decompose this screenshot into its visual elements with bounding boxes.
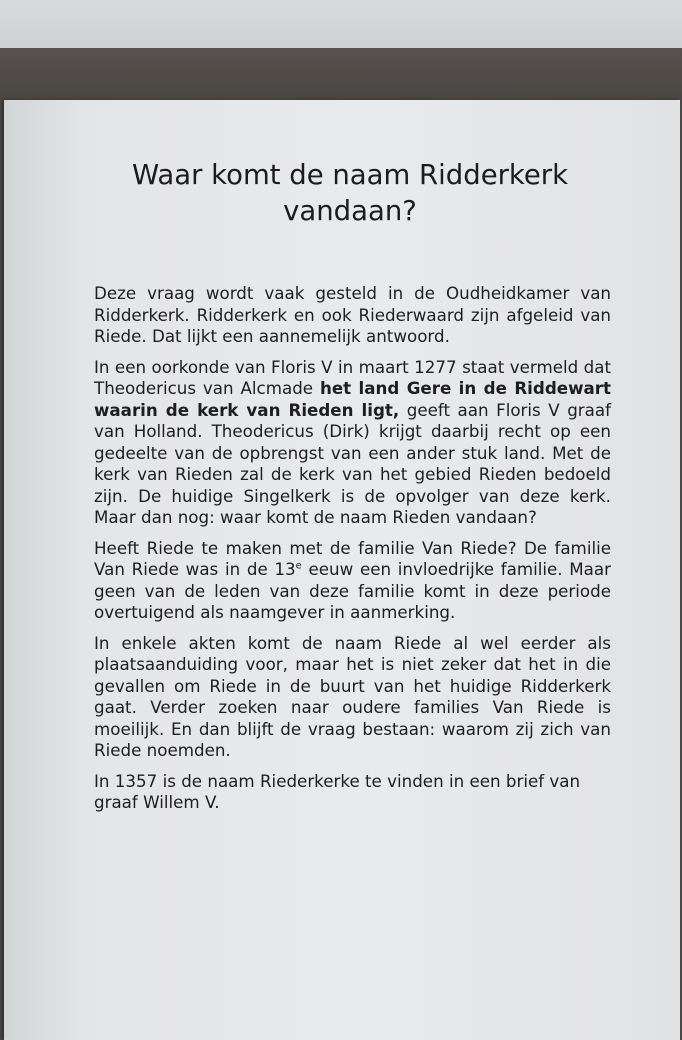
paragraph-oorkonde-start: In een oorkonde van Floris V in maart 1277 staat vermeld dat Theodericus van Alcmade	[94, 356, 611, 398]
wall-background	[0, 48, 682, 100]
sign-body	[94, 283, 611, 814]
paragraph-familie-end: eeuw een invloedrijke familie. Maar geen van de leden van deze familie komt in deze periode overtuigend als naamgever in aanmerking.	[94, 559, 611, 622]
paragraph-familie-start: Heeft Riede te maken met de familie Van Riede? De familie Van Riede was in de 13	[94, 537, 611, 579]
upper-sign-board	[0, 0, 682, 48]
sign-title	[70, 157, 630, 229]
paragraph-oorkonde-end: geeft aan Floris V graaf van Holland. Theodericus (Dirk) krijgt daarbij recht op een gedeelte van de opbrengst van een ander stuk land. Met de kerk van Rieden zal de kerk van het gebied Rieden bedoeld zijn. De huidige Singelkerk is de opvolger van deze kerk. Maar dan nog: waar komt de naam Rieden vandaan?	[94, 399, 611, 527]
paragraph-1357	[94, 771, 611, 814]
superscript-e: e	[295, 560, 302, 572]
title-line-2: vandaan?	[283, 195, 417, 227]
paragraph-familie	[94, 538, 611, 624]
paragraph-akten: In enkele akten komt de naam Riede al wel eerder als plaatsaanduiding voor, maar het is niet zeker dat het in die gevallen om Riede in de buurt van het huidige Ridderkerk gaat. Verder zoeken naar oudere families Van Riede is moeilijk. En dan blijft de vraag bestaan: waarom zij zich van Riede noemden.	[94, 632, 611, 760]
paragraph-1357-line-1: In 1357 is de naam Riederkerke te vinden in een brief van	[94, 770, 581, 791]
title-line-1: Waar komt de naam Ridderkerk	[131, 159, 569, 191]
paragraph-oorkonde	[94, 357, 611, 529]
paragraph-intro: Deze vraag wordt vaak gesteld in de Oudheidkamer van Ridderkerk. Ridderkerk en ook Riederwaard zijn afgeleid van Riede. Dat lijkt een aannemelijk antwoord.	[94, 283, 611, 346]
paragraph-oorkonde-bold: het land Gere in de Riddewart waarin de kerk van Rieden ligt,	[94, 378, 611, 420]
paragraph-1357-line-2: graaf Willem V.	[94, 792, 220, 812]
